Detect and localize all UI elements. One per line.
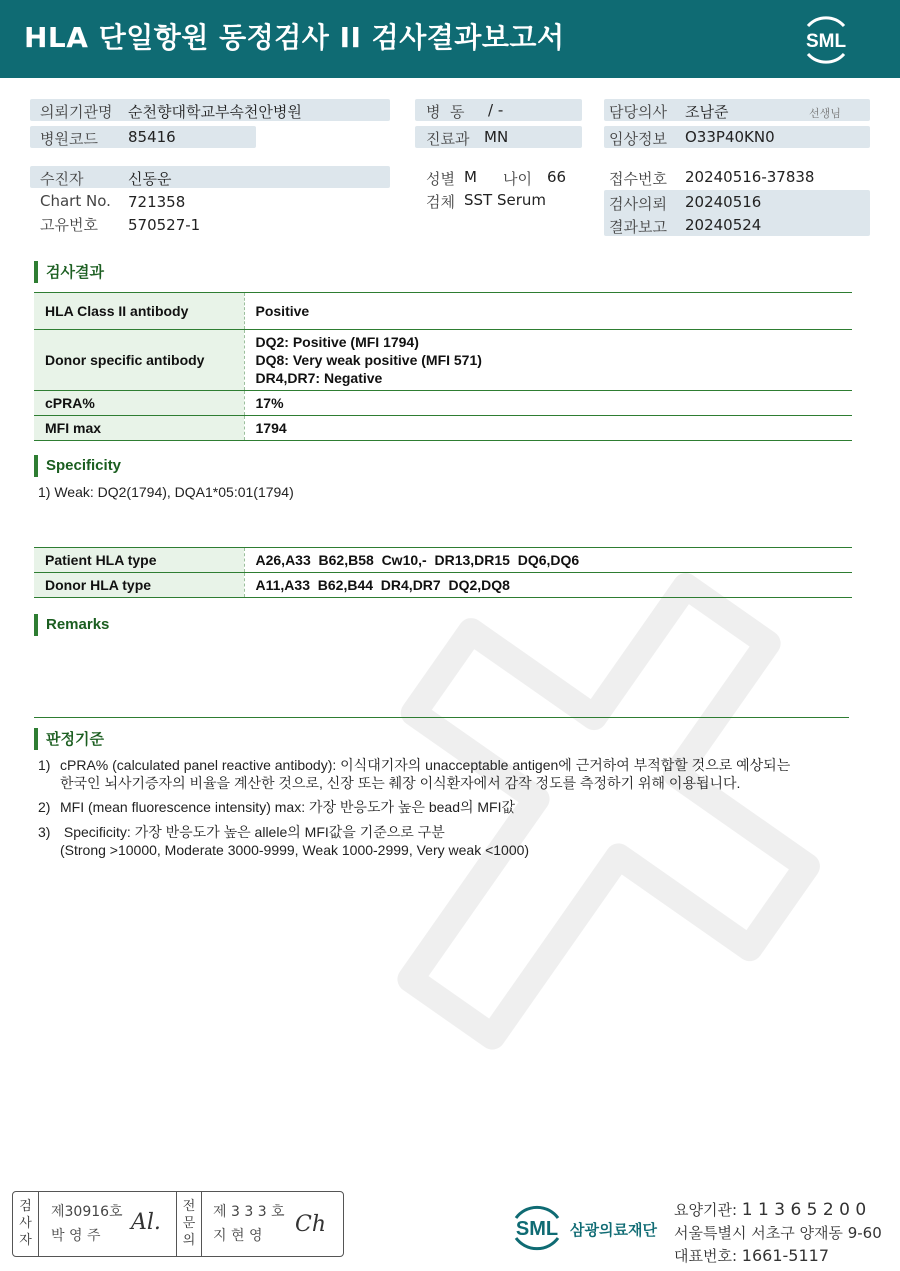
criteria-line: MFI (mean fluorescence intensity) max: 가장 반응도가 높은 bead의 MFI값 [60, 799, 516, 815]
hla-type-table [34, 547, 852, 598]
table-row [34, 293, 852, 330]
result-value: 1794 [244, 416, 852, 441]
specimen-label: 검체 [426, 193, 455, 211]
criteria-line: cPRA% (calculated panel reactive antibody): 이식대기자의 unacceptable antigen에 근거하여 부적합할 것으로 예상되는 [60, 757, 791, 773]
results-table [34, 292, 852, 441]
chart-no-label: Chart No. [40, 192, 111, 210]
footer-phone: 1661-5117 [741, 1246, 830, 1265]
institution-label: 의뢰기관명 [40, 103, 113, 121]
dsa-line: DQ8: Very weak positive (MFI 571) [255, 352, 482, 368]
table-row [34, 416, 852, 441]
sml-logo-icon [798, 12, 854, 66]
dsa-line: DR4,DR7: Negative [255, 370, 383, 386]
report-title: HLA 단일항원 동정검사 II 검사결과보고서 [24, 21, 565, 54]
tester-cell [51, 1200, 123, 1248]
clinical-label: 임상정보 [609, 130, 667, 148]
specificity-text: 1) Weak: DQ2(1794), DQA1*05:01(1794) [38, 484, 294, 500]
department-label: 진료과 [426, 130, 470, 148]
footer-address: 서울특별시 서초구 양재동 9-60 [674, 1224, 882, 1242]
table-row [34, 391, 852, 416]
hla-type-key: Donor HLA type [34, 573, 244, 598]
criteria-line: (Strong >10000, Moderate 3000-9999, Weak 1000-2999, Very weak <1000) [60, 842, 530, 858]
specificity-section-title: Specificity [34, 455, 121, 477]
specialist-name: 지 현 영 [213, 1228, 263, 1244]
results-section-title: 검사결과 [34, 261, 104, 283]
doctor-suffix: 선생님 [809, 107, 841, 120]
criteria-num: 3) [38, 824, 51, 840]
specialist-vertical-label [176, 1192, 202, 1256]
hla-type-value: A26,A33 B62,B58 Cw10,- DR13,DR15 DQ6,DQ6 [244, 548, 852, 573]
footer-code: 1 1 3 6 5 2 0 0 [741, 1200, 867, 1220]
tester-license: 제30916호 [51, 1204, 123, 1220]
remarks-divider [34, 717, 849, 718]
result-key: HLA Class II antibody [34, 293, 244, 330]
request-label: 검사의뢰 [609, 195, 667, 213]
report-label: 결과보고 [609, 218, 667, 236]
request-value: 20240516 [685, 193, 762, 211]
footer-phone-label: 대표번호: [674, 1247, 738, 1265]
footer-phone-line [674, 1245, 829, 1266]
criteria-num: 1) [38, 757, 51, 773]
examinee-bar [30, 166, 390, 188]
result-value: 17% [244, 391, 852, 416]
sex-label: 성별 [426, 170, 455, 188]
clinical-value: O33P40KN0 [685, 128, 775, 146]
institution-value: 순천향대학교부속천안병원 [128, 103, 302, 121]
tester-vertical-label [13, 1192, 39, 1256]
receipt-label: 접수번호 [609, 170, 667, 188]
unique-no-label: 고유번호 [40, 216, 98, 234]
doctor-value: 조남준 [685, 103, 729, 121]
table-row [34, 548, 852, 573]
hospital-code-label: 병원코드 [40, 130, 98, 148]
hospital-code-value: 85416 [128, 128, 176, 146]
signature-box [12, 1191, 344, 1257]
criteria-num: 2) [38, 799, 51, 815]
specialist-label-text: 전문의 [182, 1199, 196, 1248]
footer-code-line [674, 1199, 866, 1220]
tester-name: 박 영 주 [51, 1228, 101, 1244]
hla-type-key: Patient HLA type [34, 548, 244, 573]
result-value [244, 330, 852, 391]
age-value: 66 [547, 168, 567, 186]
tester-label-text: 검사자 [19, 1199, 32, 1248]
table-row [34, 573, 852, 598]
specimen-value: SST Serum [464, 191, 547, 209]
result-key: Donor specific antibody [34, 330, 244, 391]
report-value: 20240524 [685, 216, 762, 234]
unique-no-value: 570527-1 [128, 216, 201, 234]
examinee-value: 신동운 [128, 170, 172, 188]
age-label: 나이 [503, 170, 532, 188]
dsa-line: DQ2: Positive (MFI 1794) [255, 334, 419, 350]
ward-label: 병 동 [426, 103, 465, 121]
footer-code-label: 요양기관: [674, 1201, 738, 1219]
result-value: Positive [244, 293, 852, 330]
criteria-section-title: 판정기준 [34, 728, 104, 750]
tester-signature: Al. [131, 1210, 161, 1235]
specialist-cell [213, 1200, 285, 1248]
result-key: cPRA% [34, 391, 244, 416]
specialist-signature: Ch [295, 1212, 327, 1237]
footer-logo-text: SML [515, 1218, 559, 1240]
header-logo-text: SML [805, 31, 847, 52]
result-key: MFI max [34, 416, 244, 441]
receipt-value: 20240516-37838 [685, 168, 815, 186]
specialist-license: 제 3 3 3 호 [213, 1204, 285, 1220]
department-value: MN [484, 128, 509, 146]
table-row [34, 330, 852, 391]
chart-no-value: 721358 [128, 193, 186, 211]
remarks-section-title: Remarks [34, 614, 109, 636]
footer-sml-logo-icon [508, 1198, 566, 1256]
hla-type-value: A11,A33 B62,B44 DR4,DR7 DQ2,DQ8 [244, 573, 852, 598]
sex-value: M [464, 168, 477, 186]
ward-value: / - [488, 101, 504, 119]
report-header [0, 0, 900, 78]
examinee-label: 수진자 [40, 170, 84, 188]
criteria-line: Specificity: 가장 반응도가 높은 allele의 MFI값을 기준으로 구분 [60, 824, 445, 840]
footer-org-name: 삼광의료재단 [570, 1221, 657, 1239]
doctor-label: 담당의사 [609, 103, 667, 121]
criteria-line: 한국인 뇌사기증자의 비율을 계산한 것으로, 신장 또는 췌장 이식환자에서 감작 정도를 측정하기 위해 이용됩니다. [60, 775, 741, 791]
